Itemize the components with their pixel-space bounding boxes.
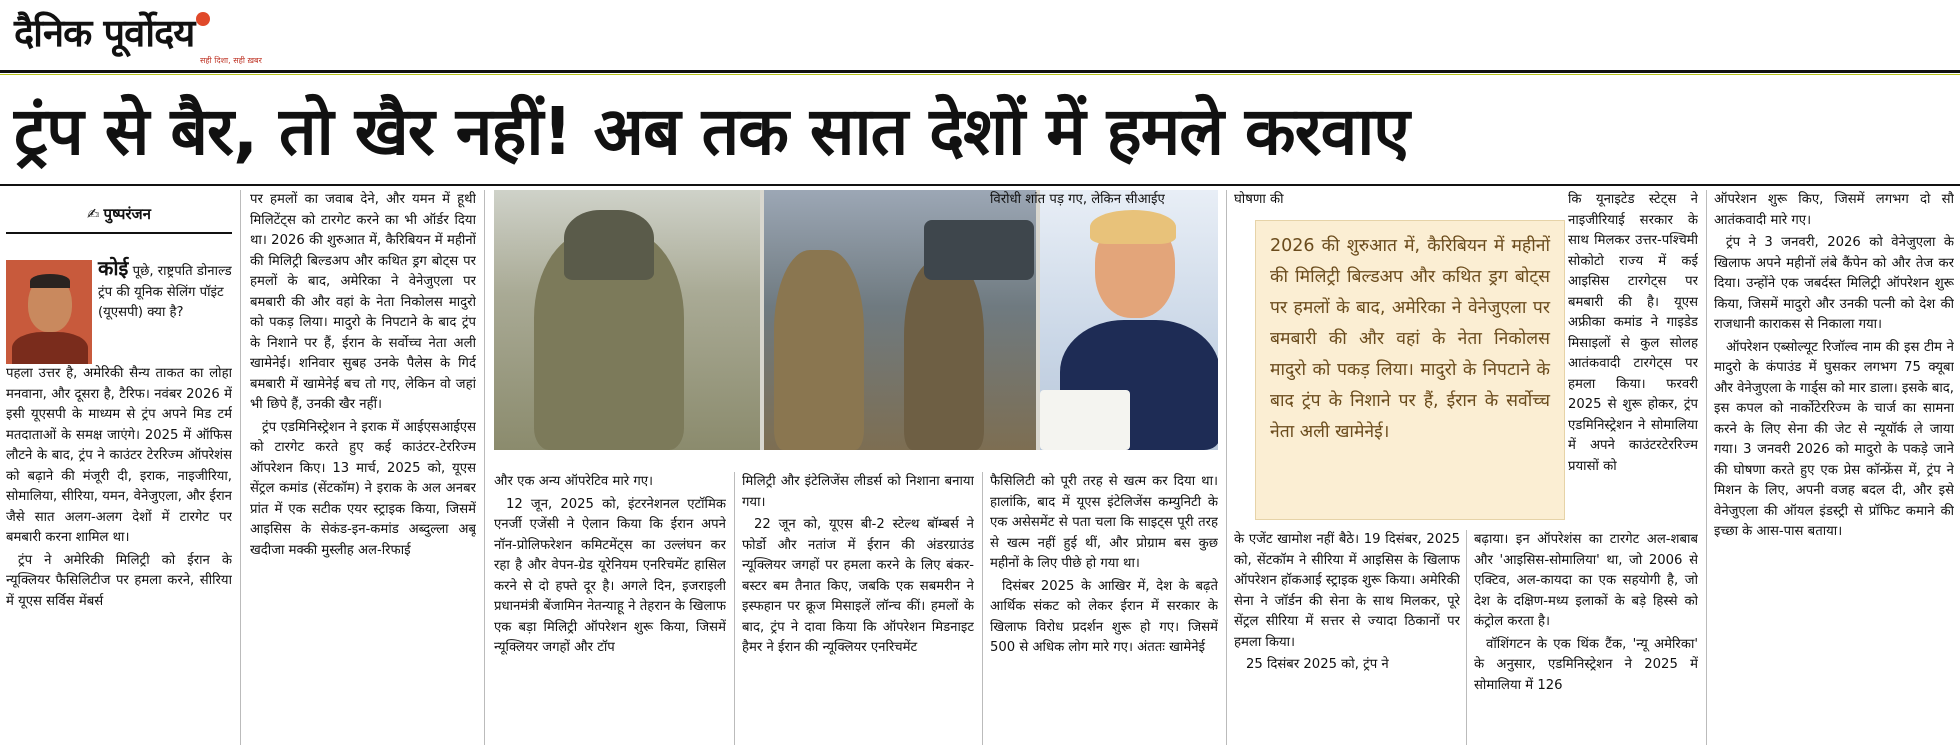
article-column-7	[1474, 530, 1698, 745]
paragraph: 25 दिसंबर 2025 को, ट्रंप ने	[1246, 657, 1389, 672]
paragraph: कि यूनाइटेड स्टेट्स ने नाइजीरियाई सरकार के साथ मिलकर उत्तर-पश्चिमी सोकोटो राज्य में कई आइसिस टारगेट्स पर बमबारी की है। यूएस अफ्रीका कमांड ने गाइडेड मिसाइलों से कुल सोलह आतंकवादी टारगेट्स पर हमला किया। फरवरी 2025 से शुरू होकर, ट्रंप एडमिनिस्ट्रेशन ने सोमालिया में अपने काउंटरटेररिज्म प्रयासों को	[1568, 192, 1698, 474]
paragraph: ऑपरेशन एब्सोल्यूट रिजॉल्व नाम की इस टीम ने मादुरो के कंपाउंड में घुसकर लगभग 75 क्यूबा और वेनेजुएला के गार्ड्स को मार डाला। इसके बाद, इस कपल को नार्कोटेररिज्म के चार्ज का सामना करने के लिए सेना की जेट से न्यूयॉर्क ले जाया गया। 3 जनवरी 2026 को मादुरो के पकड़े जाने की घोषणा करते हुए एक प्रेस कॉन्फ्रेंस में, ट्रंप ने मिशन के लिए, अपनी वजह बदल दी, और इसे वेनेजुएला की ऑयल इंडस्ट्री से प्रॉफिट कमाने की इच्छा के आस-पास बताया।	[1714, 339, 1954, 539]
paragraph: और एक अन्य ऑपरेटिव मारे गए।	[494, 474, 654, 489]
paragraph: ऑपरेशन शुरू किए, जिसमें लगभग दो सौ आतंकवादी मारे गए।	[1714, 192, 1954, 228]
president-photo	[1040, 190, 1218, 450]
article-column-8	[1714, 190, 1954, 745]
helicopter-photo	[764, 190, 1036, 450]
pull-quote: 2026 की शुरुआत में, कैरिबियन में महीनों की मिलिट्री बिल्डअप और कथित ड्रग बोट्स पर हमलों के बाद, अमेरिका ने वेनेजुएला पर बमबारी की और वहां के नेता निकोलस मादुरो को पकड़ लिया। मादुरो के निपटाने के बाद ट्रंप के निशाने पर हैं, ईरान के सर्वोच्च नेता अली खामेनेई।	[1255, 220, 1565, 520]
paragraph: ट्रंप ने अमेरिकी मिलिट्री को ईरान के न्यूक्लियर फैसिलिटीज पर हमला करने, सीरिया में यूएस सर्विस मेंबर्स	[6, 552, 232, 609]
article-intro	[98, 258, 232, 324]
article-column-7-top	[1568, 190, 1698, 530]
paragraph: विरोधी शांत पड़ गए, लेकिन सीआईए	[990, 192, 1165, 207]
paragraph: पर हमलों का जवाब देने, और यमन में हूथी मिलिटेंट्स को टारगेट करने का भी ऑर्डर दिया था। 2026 की शुरुआत में, कैरिबियन में महीनों की मिलिट्री बिल्डअप और कथित ड्रग बोट्स पर हमलों के बाद, अमेरिका ने वेनेजुएला पर बमबारी की और वहां के नेता निकोलस मादुरो को पकड़ लिया। मादुरो के निपटाने के बाद ट्रंप के निशाने पर हैं, ईरान के सर्वोच्च नेता अली खामेनेई। शनिवार सुबह उनके पैलेस के गिर्द बमबारी में खामेनेई बच तो गए, लेकिन वो जहां भी छिपे हैं, उनकी खैर नहीं।	[250, 192, 476, 412]
article-column-1	[6, 364, 232, 745]
paragraph: ट्रंप एडमिनिस्ट्रेशन ने इराक में आईएसआईएस को टारगेट करते हुए कई काउंटर-टेररिज्म ऑपरेशन किए। 13 मार्च, 2025 को, यूएस सेंट्रल कमांड (सेंटकॉम) ने इराक के अल अनबर प्रांत में एक सटीक एयर स्ट्राइक किया, जिसमें आइसिस के सेकंड-इन-कमांड अब्दुल्ला अबू खदीजा मक्की मुस्लीह अल-रिफाई	[250, 419, 476, 558]
column-divider	[982, 472, 983, 745]
article-column-3	[494, 472, 726, 745]
column-divider	[1466, 530, 1467, 745]
logo-dot-icon	[196, 12, 210, 26]
masthead-rule	[0, 70, 1960, 73]
article-column-2	[250, 190, 476, 745]
drop-cap: कोई	[98, 256, 129, 280]
column-divider	[734, 472, 735, 745]
newspaper-logo: दैनिक पूर्वोदय	[14, 6, 210, 58]
soldier-photo	[494, 190, 760, 450]
column-divider	[484, 190, 485, 745]
pen-icon: ✍	[86, 205, 100, 223]
paragraph: बढ़ाया। इन ऑपरेशंस का टारगेट अल-शबाब और 'आइसिस-सोमालिया' था, जो 2006 से एक्टिव, अल-कायदा का एक सहयोगी है, जो देश के दक्षिण-मध्य इलाकों के बड़े हिस्से को कंट्रोल करता है।	[1474, 532, 1698, 629]
masthead-accent-rule	[0, 74, 1960, 75]
headline-rule	[0, 184, 1960, 186]
paragraph: फैसिलिटी को पूरी तरह से खत्म कर दिया था। हालांकि, बाद में यूएस इंटेलिजेंस कम्युनिटी के एक असेसमेंट से पता चला कि साइट्स पूरी तरह से खत्म नहीं हुई थीं, और प्रोग्राम बस कुछ महीनों के लिए पीछे हो गया था।	[990, 474, 1218, 571]
paragraph: दिसंबर 2025 के आखिर में, देश के बढ़ते आर्थिक संकट को लेकर ईरान में सरकार के खिलाफ विरोध प्रदर्शन शुरू हो गए। जिसमें 500 से अधिक लोग मारे गए। अंततः खामेनेई	[990, 578, 1218, 655]
paragraph: वॉशिंगटन के एक थिंक टैंक, 'न्यू अमेरिका' के अनुसार, एडमिनिस्ट्रेशन ने 2025 में सोमालिया में 126	[1474, 636, 1698, 693]
article-photo-collage	[494, 190, 1218, 450]
paragraph: के एजेंट खामोश नहीं बैठे। 19 दिसंबर, 2025 को, सेंटकॉम ने सीरिया में आइसिस के खिलाफ ऑपरेशन हॉकआई स्ट्राइक शुरू किया। अमेरिकी सेना ने जॉर्डन की सेना के साथ मिलकर, पूरे सेंट्रल सीरिया में सत्तर से ज्यादा ठिकानों पर हमला किया।	[1234, 532, 1460, 650]
paragraph: 12 जून, 2025 को, इंटरनेशनल एटॉमिक एनर्जी एजेंसी ने ऐलान किया कि ईरान अपने नॉन-प्रोलिफरेशन कमिटमेंट्स का उल्लंघन कर रहा है और वेपन-ग्रेड यूरेनियम एनरिचमेंट हासिल करने से दो हफ्ते दूर है। अगले दिन, इजराइली प्रधानमंत्री बेंजामिन नेतन्याहू ने तेहरान के खिलाफ एक बड़ा मिलिट्री ऑपरेशन शुरू किया, जिसमें न्यूक्लियर जगहों और टॉप	[494, 496, 726, 655]
column-divider	[1706, 190, 1707, 745]
paragraph: घोषणा की	[1234, 192, 1284, 207]
column-5-top	[990, 190, 1218, 212]
paragraph: मिलिट्री और इंटेलिजेंस लीडर्स को निशाना बनाया गया।	[742, 474, 974, 510]
paragraph: पहला उत्तर है, अमेरिकी सैन्य ताकत का लोहा मनवाना, और दूसरा है, टैरिफ। नवंबर 2026 में इसी यूएसपी के माध्यम से ट्रंप अपने मिड टर्म मतदाताओं के समक्ष जाएंगे। 2025 में ऑफिस लौटने के बाद, ट्रंप ने काउंटर टेररिज्म ऑपरेशंस को बढ़ाने की मंजूरी दी, इराक, नाइजीरिया, सोमालिया, सीरिया, यमन, वेनेजुएला, और ईरान जैसे सात अलग-अलग देशों में टारगेट पर बमबारी करना शामिल था।	[6, 366, 232, 545]
column-divider	[240, 190, 241, 745]
author-photo	[6, 260, 92, 364]
column-divider	[1226, 190, 1227, 745]
page-headline: ट्रंप से बैर, तो खैर नहीं! अब तक सात देशों में हमले करवाए	[14, 93, 1409, 170]
article-column-6	[1234, 530, 1460, 745]
byline	[6, 196, 232, 234]
column-6-top	[1234, 190, 1314, 212]
byline-name: पुष्परंजन	[103, 205, 152, 223]
masthead	[0, 0, 1960, 72]
paragraph: ट्रंप ने 3 जनवरी, 2026 को वेनेजुएला के खिलाफ अपने महीनों लंबे कैंपेन को और तेज कर दिया। उन्होंने एक जबर्दस्त मिलिट्री ऑपरेशन शुरू किया, जिसमें मादुरो और उनकी पत्नी को देश की राजधानी काराकस से निकाला गया।	[1714, 235, 1954, 332]
article-column-4	[742, 472, 974, 745]
paragraph: 22 जून को, यूएस बी-2 स्टेल्थ बॉम्बर्स ने फोर्डो और नतांज में ईरान की अंडरग्राउंड न्यूक्लियर जगहों पर हमला करने के लिए बंकर-बस्टर बम तैनात किए, जबकि एक सबमरीन ने इस्फहान पर क्रूज मिसाइलें लॉन्च कीं। हमलों के बाद, ट्रंप ने दावा किया कि ऑपरेशन मिडनाइट हैमर ने ईरान की न्यूक्लियर एनरिचमेंट	[742, 517, 974, 655]
tagline: सही दिशा, सही ख़बर	[200, 56, 262, 65]
intro-text: पूछे, राष्ट्रपति डोनाल्ड ट्रंप की यूनिक सेलिंग पॉइंट (यूएसपी) क्या है?	[98, 264, 232, 320]
article-column-5	[990, 472, 1218, 745]
